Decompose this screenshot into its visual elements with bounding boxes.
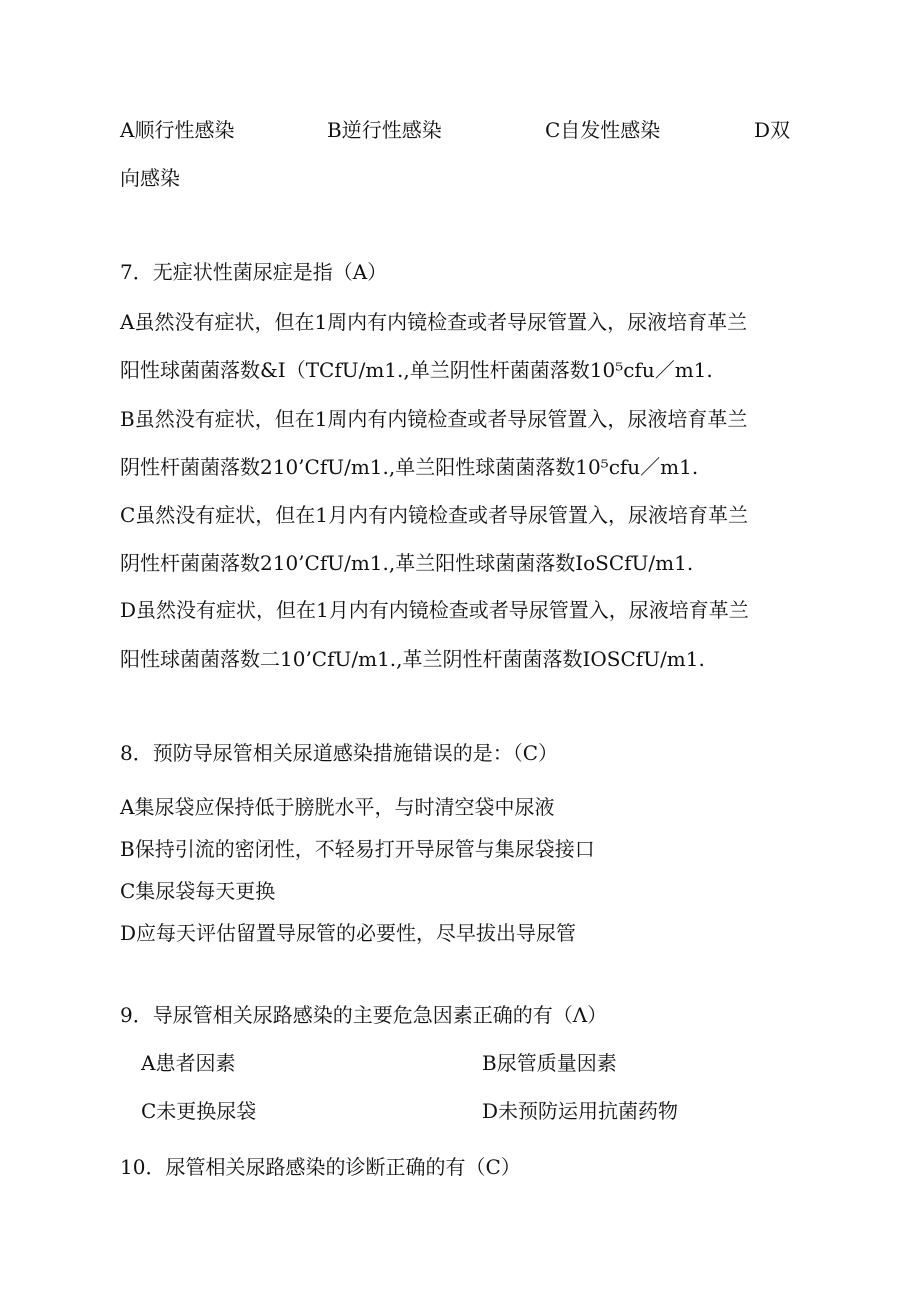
q9-question: 9．导尿管相关尿路感染的主要危急因素正确的有（Λ） [120, 1003, 608, 1027]
q10-question: 10．尿管相关尿路感染的诊断正确的有（C） [120, 1155, 521, 1179]
q9-option-d: D未预防运用抗菌药物 [482, 1099, 679, 1123]
q6-option-d: D双 [754, 118, 791, 142]
q9-option-c: C未更换尿袋 [141, 1099, 257, 1123]
q7-question: 7．无症状性菌尿症是指（A） [120, 260, 388, 284]
q7-option-b-line1: B虽然没有症状，但在1周内有内镜检查或者导尿管置入，尿液培育革兰 [120, 407, 748, 431]
q7-option-c-line1: C虽然没有症状，但在1月内有内镜检查或者导尿管置入，尿液培育革兰 [120, 503, 749, 527]
q7-option-d-line1: D虽然没有症状，但在1月内有内镜检查或者导尿管置入，尿液培育革兰 [120, 598, 749, 622]
q7-option-a-line1: A虽然没有症状，但在1周内有内镜检查或者导尿管置入，尿液培育革兰 [120, 310, 748, 334]
q7-option-d-line2: 阳性球菌菌落数二10’CfU/m1.,革兰阴性杆菌菌落数IOSCfU/m1. [120, 647, 705, 671]
q7-option-b-line2: 阴性杆菌菌落数210’CfU/m1.,单兰阳性球菌菌落数10⁵cfu／m1. [120, 455, 699, 479]
q9-option-b: B尿管质量因素 [482, 1051, 617, 1075]
q8-option-a: A集尿袋应保持低于膀胱水平，与时清空袋中尿液 [120, 795, 555, 819]
q8-option-d: D应每天评估留置导尿管的必要性，尽早拔出导尿管 [120, 921, 577, 945]
q6-option-b: B逆行性感染 [327, 118, 442, 142]
q6-option-a: A顺行性感染 [120, 118, 235, 142]
q8-option-b: B保持引流的密闭性，不轻易打开导尿管与集尿袋接口 [120, 837, 595, 861]
q8-option-c: C集尿袋每天更换 [120, 879, 276, 903]
q6-option-c: C自发性感染 [545, 118, 661, 142]
q7-option-a-line2: 阳性球菌菌落数&I（TCfU/m1.,单兰阴性杆菌菌落数10⁵cfu／m1. [120, 358, 713, 382]
q7-option-c-line2: 阴性杆菌菌落数210’CfU/m1.,革兰阳性球菌菌落数IoSCfU/m1. [120, 551, 694, 575]
q6-option-d-continued: 向感染 [120, 166, 180, 190]
q9-option-a: A患者因素 [141, 1051, 236, 1075]
q8-question: 8．预防导尿管相关尿道感染措施错误的是：（C） [120, 741, 559, 765]
